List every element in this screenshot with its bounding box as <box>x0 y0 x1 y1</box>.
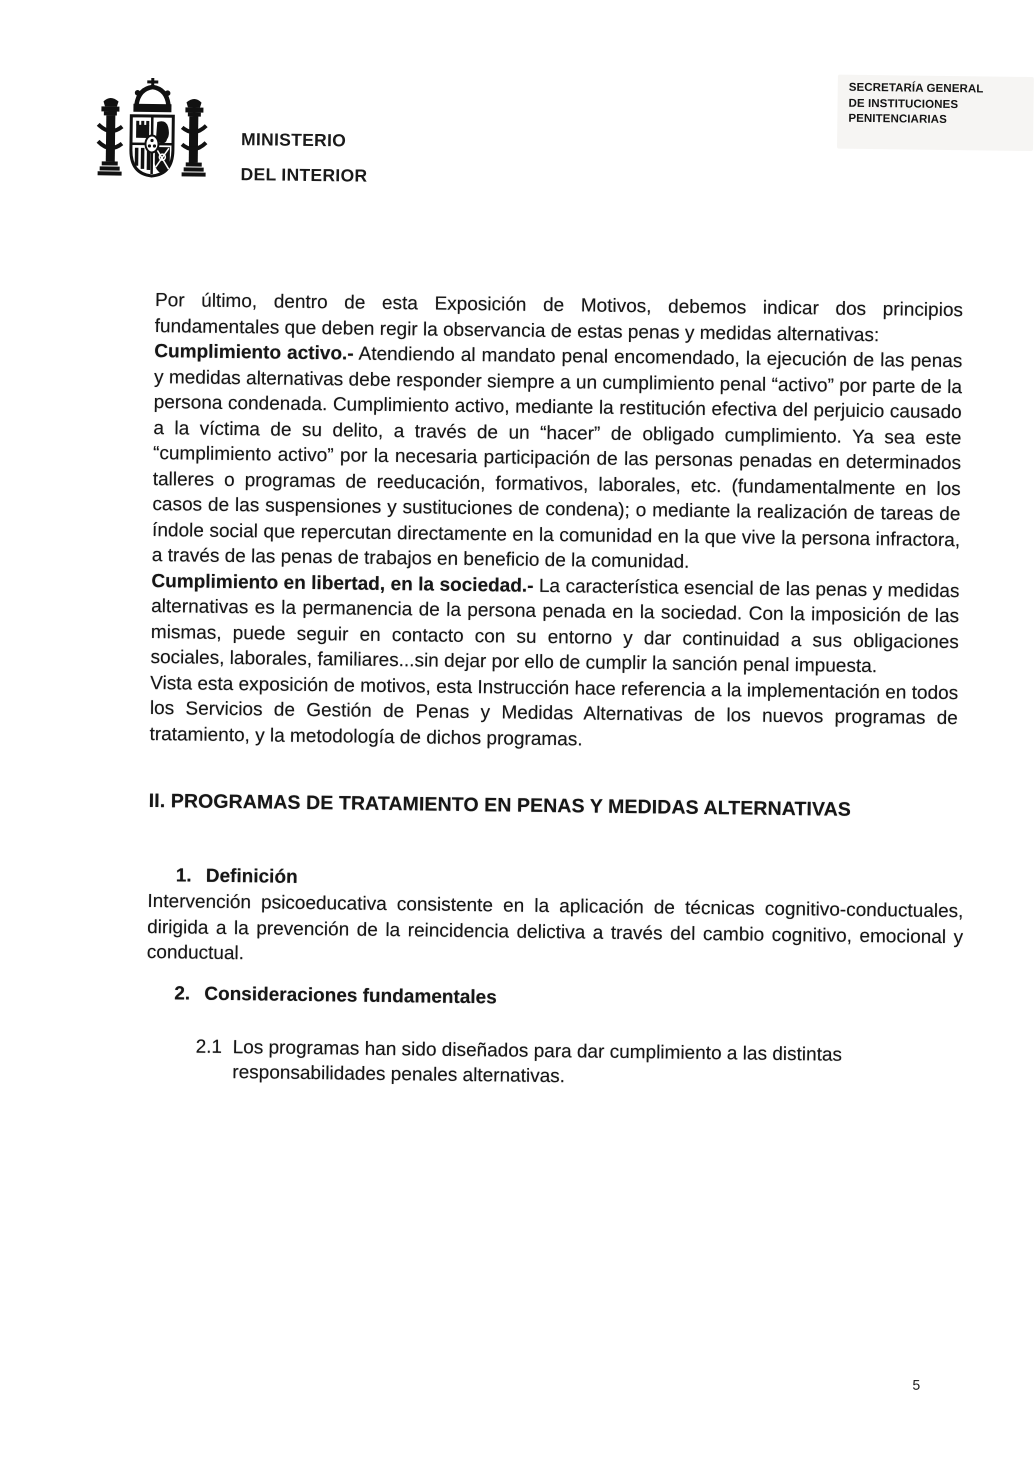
ministry-name-line1: MINISTERIO <box>240 129 347 151</box>
principle-active-text: Atendiendo al mandato penal encomendado, la ejecución de las penas y medidas alternativas debe responder siempre a un cumplimiento penal “activo” por parte de la persona condenada. Cumplimiento activo, mediante la restitución efectiva del perjuicio causado a la víctima de su delito, a través de un “hacer” de obligado cumplimiento. Ya sea este “cumplimiento activo” por la necesaria participación de las personas penadas en determinados talleres o programas de reeducación, formativos, laborales, etc. (fundamentalmente en los casos de las suspensiones y sustituciones de condena); o mediante la realización de tareas de índole social que repercutan directamente en la comunidad en la que vive la persona infractora, a través de las penas de trabajos en beneficio de la comunidad. <box>151 343 963 573</box>
principle-liberty-paragraph <box>150 569 959 681</box>
subheading-considerations-title: Consideraciones fundamentales <box>204 983 497 1008</box>
document-body <box>145 288 963 1095</box>
consideration-item-2-1 <box>195 1034 944 1094</box>
consideration-item-text: Los programas han sido diseñados para dar cumplimiento a las distintas responsabilidades penales alternativas. <box>232 1036 843 1088</box>
principle-active-lead: Cumplimiento activo.- <box>154 341 354 365</box>
subheading-considerations-number: 2. <box>174 982 191 1005</box>
consideration-item-number: 2.1 <box>195 1036 223 1058</box>
secretariat-line2: DE INSTITUCIONES <box>848 97 959 111</box>
subheading-considerations <box>174 981 954 1017</box>
section-heading: II. PROGRAMAS DE TRATAMIENTO EN PENAS Y MEDIDAS ALTERNATIVAS <box>148 789 852 821</box>
secretariat-block <box>848 81 983 129</box>
closing-paragraph: Vista esta exposición de motivos, esta Instrucción hace referencia a la implementación en todos los Servicios de Gestión de Penas y Medidas Alternativas de los nuevos programas de tratamiento, y la metodología de dichos programas. <box>149 672 959 750</box>
coat-of-arms-icon <box>88 77 215 197</box>
page-number: 5 <box>912 1376 921 1393</box>
principle-liberty-text: La característica esencial de las penas y medidas alternativas es la permanencia de la persona penada en la sociedad. Con la imposición de las mismas, puede seguir en contacto con su entorno y dar continuidad a sus obligaciones sociales, laborales, familiares...sin dejar por ello de cumplir la sanción penal impuesta. <box>150 575 960 678</box>
definition-paragraph: Intervención psicoeducativa consistente en la aplicación de técnicas cognitivo-conductuales, dirigida a la prevención de la reincidencia delictiva a través del cambio cognitivo, emocional y conductual. <box>146 890 964 965</box>
principle-active-paragraph <box>152 339 963 579</box>
intro-paragraph: Por último, dentro de esta Exposición de Motivos, debemos indicar dos principios fundamentales que deben regir la observancia de estas penas y medidas alternativas: <box>154 290 964 346</box>
subheading-definition-title: Definición <box>205 865 298 888</box>
ministry-name-line2: DEL INTERIOR <box>240 164 368 186</box>
subheading-definition-number: 1. <box>175 865 192 887</box>
secretariat-line1: SECRETARÍA GENERAL <box>848 81 984 96</box>
secretariat-line3: PENITENCIARIAS <box>848 112 947 126</box>
principle-liberty-lead: Cumplimiento en libertad, en la sociedad.- <box>151 570 534 597</box>
ministry-name <box>240 122 368 194</box>
